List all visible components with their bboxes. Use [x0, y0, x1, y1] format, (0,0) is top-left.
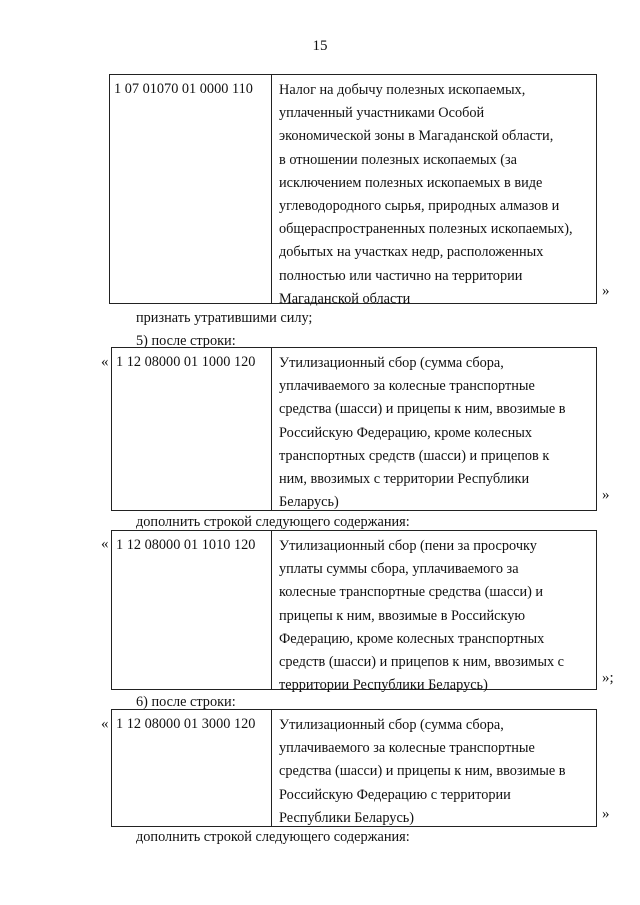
budget-description [272, 75, 596, 307]
description-line: общераспространенных полезных ископаемых), [279, 221, 573, 238]
description-line: Российскую Федерацию, кроме колесных [279, 424, 532, 441]
description-line: Утилизационный сбор (пени за просрочку [279, 538, 537, 554]
code-table-row [109, 74, 597, 307]
description-line: колесные транспортные средства (шасси) и [279, 584, 544, 601]
paragraph-after-row-5: 5) после строки: [136, 333, 236, 349]
description-line: средств (шасси) и прицепов к ним, ввозимых с [279, 653, 565, 670]
description-line: территории Республики Беларусь) [279, 677, 488, 694]
closing-quote: » [602, 806, 610, 822]
budget-code: 1 12 08000 01 1010 120 [112, 531, 272, 689]
description-line: прицепы к ним, ввозимые в Российскую [279, 607, 526, 624]
code-table-row [111, 347, 597, 511]
description-line: уплаты суммы сбора, уплачиваемого за [279, 561, 519, 578]
budget-description [272, 531, 596, 694]
description-line: средства (шасси) и прицепы к ним, ввозимые в [279, 401, 566, 418]
budget-description [272, 710, 596, 826]
budget-description [272, 348, 596, 510]
paragraph-recognize-invalid: признать утратившими силу; [136, 310, 313, 326]
budget-code: 1 12 08000 01 3000 120 [112, 710, 272, 826]
description-line: Российскую Федерацию с территории [279, 786, 511, 803]
description-line: добытых на участках недр, расположенных [279, 244, 544, 261]
description-line: транспортных средств (шасси) и прицепов к [279, 447, 550, 464]
description-line: уплачиваемого за колесные транспортные [279, 740, 535, 757]
closing-quote: »; [602, 670, 614, 686]
page-number: 15 [312, 38, 328, 54]
description-line: Республики Беларусь) [279, 809, 415, 826]
opening-quote: « [101, 716, 109, 732]
closing-quote: » [602, 283, 610, 299]
budget-code: 1 07 01070 01 0000 110 [110, 75, 272, 303]
closing-quote: » [602, 487, 610, 503]
description-line: Утилизационный сбор (сумма сбора, [279, 717, 504, 733]
description-line: средства (шасси) и прицепы к ним, ввозимые в [279, 763, 566, 780]
opening-quote: « [101, 536, 109, 552]
description-line: Магаданской области [279, 290, 411, 307]
code-table-row [111, 530, 597, 694]
description-line: Федерацию, кроме колесных транспортных [279, 630, 545, 647]
paragraph-add-row: дополнить строкой следующего содержания: [136, 829, 410, 845]
budget-code: 1 12 08000 01 1000 120 [112, 348, 272, 510]
description-line: в отношении полезных ископаемых (за [279, 151, 517, 168]
description-line: исключением полезных ископаемых в виде [279, 174, 543, 191]
paragraph-after-row-6: 6) после строки: [136, 694, 236, 710]
description-line: Утилизационный сбор (сумма сбора, [279, 355, 504, 371]
description-line: уплаченный участниками Особой [279, 105, 485, 122]
description-line: Налог на добычу полезных ископаемых, [279, 82, 526, 98]
opening-quote: « [101, 354, 109, 370]
description-line: ним, ввозимых с территории Республики [279, 470, 530, 487]
description-line: Беларусь) [279, 494, 339, 511]
description-line: полностью или частично на территории [279, 267, 523, 284]
description-line: углеводородного сырья, природных алмазов и [279, 197, 560, 214]
description-line: уплачиваемого за колесные транспортные [279, 378, 535, 395]
description-line: экономической зоны в Магаданской области, [279, 128, 554, 145]
paragraph-add-row: дополнить строкой следующего содержания: [136, 514, 410, 530]
code-table-row [111, 709, 597, 827]
